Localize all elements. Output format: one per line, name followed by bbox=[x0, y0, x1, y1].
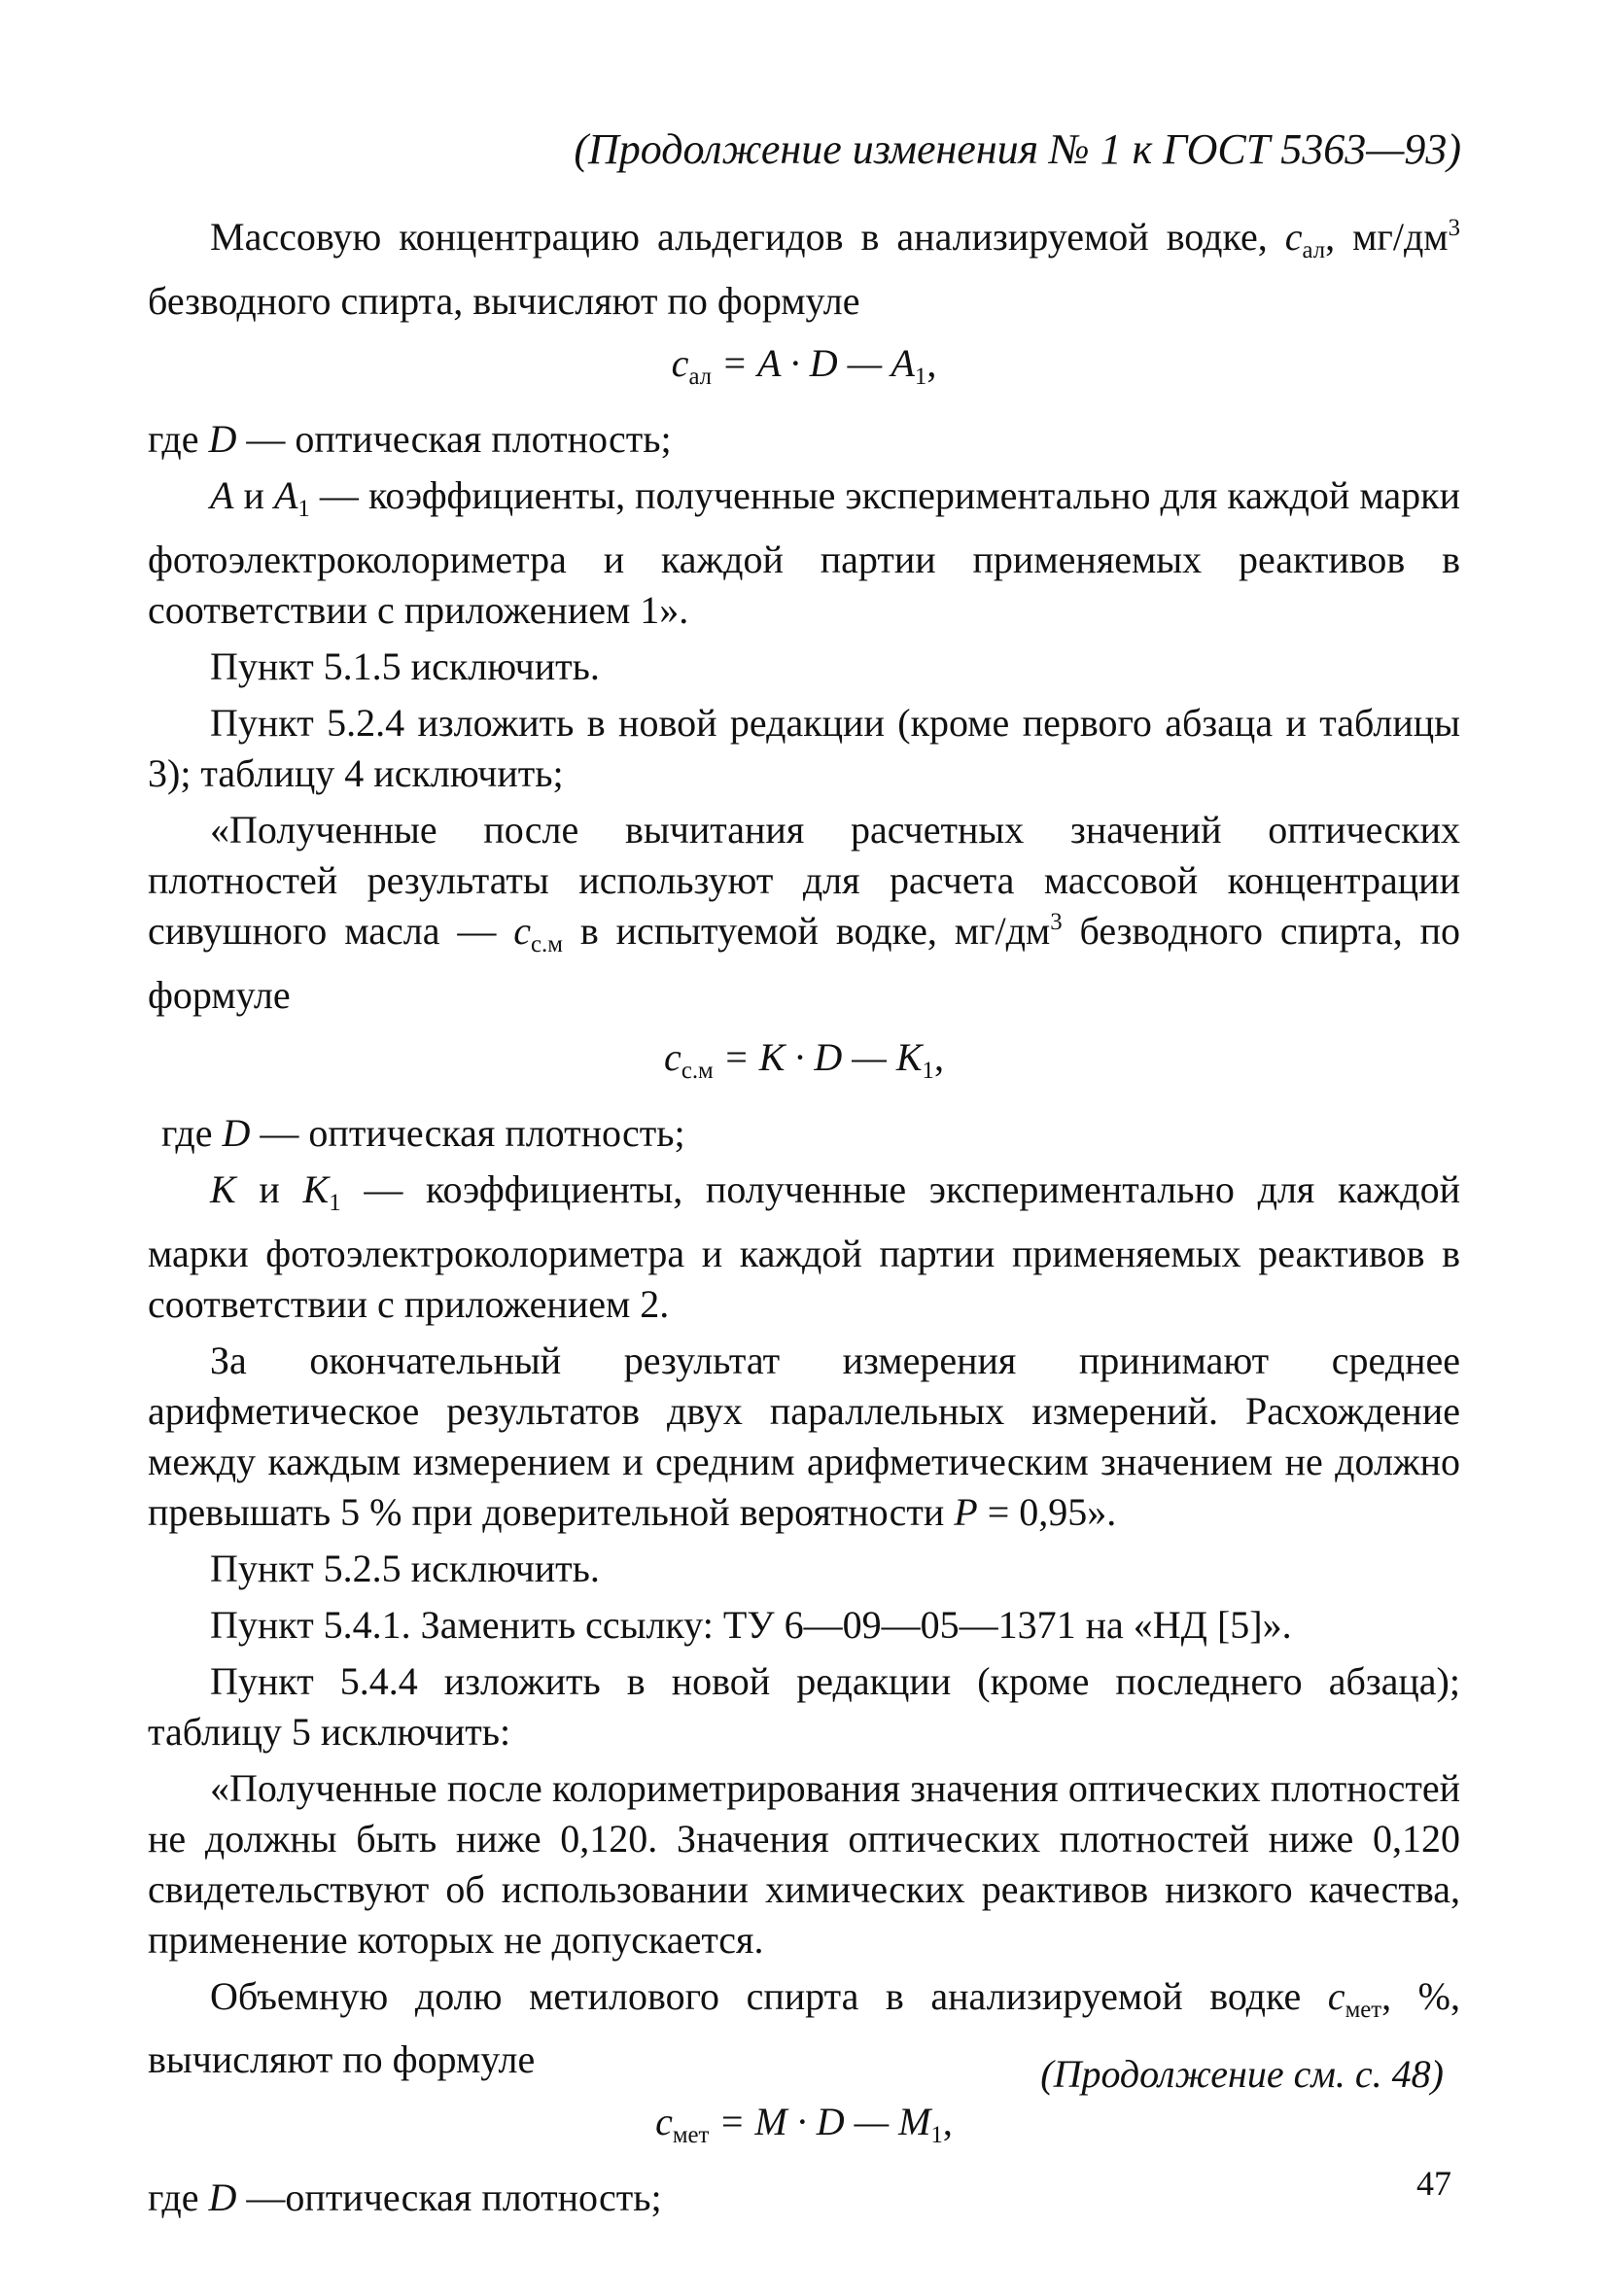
paragraph-colorimetry: «Полученные после колориметрирования значения оптических плотностей не должны быть ниже 0,120. Значения оптических плотностей ниже 0,120 свидетельствуют об использовании химических реактивов низкого качества, применение которых не допускается. bbox=[148, 1765, 1460, 1962]
formula-fusel-oil: $c_{с.м} = K \cdot D$ — $K_1$, bbox=[664, 1034, 944, 1084]
where-optical-density-1: где D — оптическая плотность; bbox=[148, 416, 672, 461]
variable-c: c bbox=[1284, 215, 1303, 259]
where-optical-density-3: где D —оптическая плотность; bbox=[148, 2175, 662, 2220]
paragraph-clause-5-4-1: Пункт 5.4.1. Заменить ссылку: ТУ 6—09—05—1371 на «НД [5]». bbox=[210, 1602, 1292, 1647]
paragraph-fusel-oil: «Полученные после вычитания расчетных значений оптических плотностей результаты используют для расчета массовой концентрации сивушного масла — $c_{с.м}$ в испытуемой водке, $мг/дм^3$ безводного спирта, по формуле bbox=[148, 807, 1460, 1017]
body-text bbox=[148, 212, 1460, 2229]
where-optical-density-2: где D — оптическая плотность; bbox=[161, 1110, 685, 1155]
paragraph-methanol: Объемную долю метилового спирта в анализируемой водке $c_{мет}$, %, вычисляют по формуле bbox=[148, 1973, 1460, 2082]
formula-aldehyde: $c_{ал} = A \cdot D$ — $A_1$, bbox=[671, 340, 937, 390]
coefficients-a-definition: A и $A_1$ — коэффициенты, полученные экспериментально для каждой марки фотоэлектроколориметра и каждой партии применяемых реактивов в соответствии с приложением 1». bbox=[148, 472, 1461, 632]
paragraph-clause-5-2-4: Пункт 5.2.4 изложить в новой редакции (кроме первого абзаца и таблицы 3); таблицу 4 исключить; bbox=[148, 700, 1460, 795]
page-number: 47 bbox=[1416, 2164, 1451, 2203]
header-continuation-note: (Продолжение изменения № 1 к ГОСТ 5363—93) bbox=[574, 125, 1461, 173]
paragraph-aldehyde-intro: Массовую концентрацию альдегидов в анализируемой водке, $c_{ал}$, $мг/дм^3$ безводного спирта, вычисляют по формуле bbox=[148, 215, 1461, 323]
coefficients-k-definition: K и $K_1$ — коэффициенты, полученные экспериментально для каждой марки фотоэлектроколориметра и каждой партии применяемых реактивов в соответствии с приложением 2. bbox=[148, 1166, 1460, 1326]
footer-continuation-note: (Продолжение см. с. 48) bbox=[1040, 2052, 1444, 2096]
paragraph-clause-5-4-4: Пункт 5.4.4 изложить в новой редакции (кроме последнего абзаца); таблицу 5 исключить: bbox=[148, 1658, 1460, 1754]
paragraph-final-result: За окончательный результат измерения принимают среднее арифметическое результатов двух параллельных измерений. Расхождение между каждым измерением и средним арифметическим значением не должно превышать 5 % при доверительной вероятности P = 0,95». bbox=[148, 1338, 1460, 1534]
formula-methanol: $c_{мет} = M \cdot D$ — $M_1$, bbox=[655, 2100, 953, 2149]
paragraph-clause-5-2-5: Пункт 5.2.5 исключить. bbox=[210, 1546, 600, 1590]
paragraph-clause-5-1-5: Пункт 5.1.5 исключить. bbox=[210, 644, 600, 688]
